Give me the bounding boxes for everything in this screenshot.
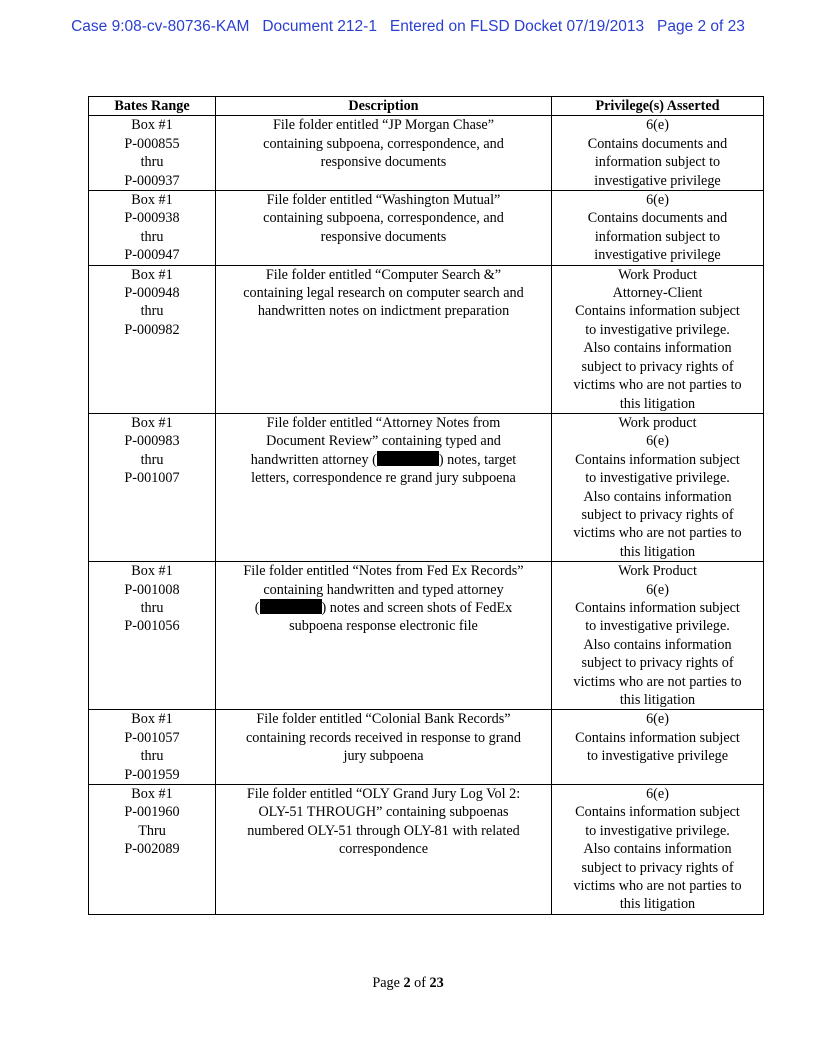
- description-line: correspondence: [338, 841, 429, 858]
- table-row: [89, 413, 764, 561]
- privilege-line: this litigation: [619, 395, 696, 412]
- privilege-line: Work product: [618, 414, 697, 431]
- redaction-block: [377, 451, 439, 466]
- description-line: File folder entitled “Washington Mutual”: [266, 192, 501, 209]
- description-cell: [216, 413, 552, 561]
- description-line: jury subpoena: [343, 748, 424, 765]
- bates-range-cell: [89, 191, 216, 266]
- privilege-line: investigative privilege: [594, 247, 721, 264]
- privilege-line: victims who are not parties to: [573, 673, 742, 690]
- privilege-line: 6(e): [646, 786, 669, 803]
- bates-line: P-001960: [124, 804, 180, 821]
- privilege-cell: [552, 265, 764, 413]
- description-line: subpoena response electronic file: [289, 618, 478, 635]
- description-line: File folder entitled “JP Morgan Chase”: [272, 117, 495, 134]
- bates-range-cell: [89, 265, 216, 413]
- privilege-line: Also contains information: [583, 340, 732, 357]
- bates-line: P-002089: [124, 841, 180, 858]
- description-line: File folder entitled “OLY Grand Jury Log Vol 2:: [246, 786, 521, 803]
- privilege-line: Also contains information: [583, 488, 732, 505]
- docket-header: Case 9:08-cv-80736-KAM Document 212-1 Entered on FLSD Docket 07/19/2013 Page 2 of 23: [71, 18, 745, 35]
- privilege-line: to investigative privilege.: [585, 321, 730, 338]
- bates-line: Thru: [138, 822, 166, 839]
- privilege-line: Also contains information: [583, 636, 732, 653]
- bates-range-cell: [89, 413, 216, 561]
- table-row: [89, 710, 764, 785]
- privilege-line: 6(e): [646, 433, 669, 450]
- privilege-line: this litigation: [619, 896, 696, 913]
- privilege-line: subject to privacy rights of: [581, 655, 734, 672]
- bates-line: Box #1: [131, 117, 173, 134]
- privilege-line: this litigation: [619, 692, 696, 708]
- privilege-line: Contains information subject: [575, 303, 740, 320]
- bates-line: Box #1: [131, 563, 173, 580]
- privilege-line: investigative privilege: [594, 172, 721, 189]
- privilege-line: subject to privacy rights of: [581, 859, 734, 876]
- page-footer: [0, 975, 816, 992]
- privilege-line: 6(e): [646, 581, 669, 598]
- description-line: containing subpoena, correspondence, and: [263, 210, 504, 227]
- bates-line: Box #1: [131, 711, 173, 728]
- privilege-line: Contains information subject: [575, 804, 740, 821]
- bates-line: Box #1: [131, 266, 173, 283]
- description-cell: [216, 116, 552, 191]
- privilege-line: 6(e): [646, 711, 669, 728]
- bates-line: P-000983: [124, 433, 180, 450]
- description-cell: [216, 785, 552, 915]
- privilege-line: Contains information subject: [575, 451, 740, 468]
- description-line: responsive documents: [320, 154, 447, 171]
- column-header-privileges-asserted: Privilege(s) Asserted: [552, 97, 764, 116]
- table-row: [89, 116, 764, 191]
- bates-line: P-001008: [124, 581, 180, 598]
- description-line: handwritten notes on indictment preparation: [257, 303, 510, 320]
- description-line: File folder entitled “Attorney Notes from: [266, 414, 501, 431]
- privilege-cell: [552, 710, 764, 785]
- privilege-line: 6(e): [646, 192, 669, 209]
- description-line: numbered OLY-51 through OLY-81 with related: [247, 822, 520, 839]
- description-line: containing records received in response to grand: [246, 729, 521, 746]
- privilege-line: victims who are not parties to: [573, 878, 742, 895]
- redaction-block: [260, 599, 322, 614]
- bates-line: thru: [140, 748, 164, 765]
- description-line: containing legal research on computer search and: [243, 285, 524, 302]
- bates-line: thru: [140, 451, 164, 468]
- bates-range-cell: [89, 785, 216, 915]
- description-line: [219, 451, 548, 469]
- privilege-cell: [552, 785, 764, 915]
- privilege-log-table: [88, 96, 764, 915]
- bates-line: thru: [140, 228, 164, 245]
- description-text: (: [254, 599, 260, 616]
- privilege-line: Contains documents and: [587, 210, 728, 227]
- bates-line: P-000948: [124, 285, 180, 302]
- description-cell: [216, 265, 552, 413]
- bates-line: Box #1: [131, 786, 173, 803]
- bates-line: P-000855: [124, 135, 180, 152]
- privilege-line: Contains documents and: [587, 135, 728, 152]
- bates-range-cell: [89, 710, 216, 785]
- bates-line: P-001959: [124, 766, 180, 783]
- table-row: [89, 785, 764, 915]
- description-text: ) notes, target: [438, 451, 517, 468]
- table-row: [89, 562, 764, 710]
- description-line: [219, 599, 548, 617]
- bates-line: P-000937: [124, 172, 180, 189]
- description-text: ) notes and screen shots of FedEx: [321, 599, 513, 616]
- column-header-bates-range: Bates Range: [89, 97, 216, 116]
- privilege-line: Work Product: [618, 563, 697, 580]
- privilege-line: to investigative privilege.: [585, 822, 730, 839]
- description-line: Document Review” containing typed and: [266, 433, 501, 450]
- bates-line: thru: [140, 154, 164, 171]
- table-row: [89, 265, 764, 413]
- bates-line: P-000982: [124, 321, 180, 338]
- bates-range-cell: [89, 562, 216, 710]
- privilege-line: subject to privacy rights of: [581, 506, 734, 523]
- description-line: containing subpoena, correspondence, and: [263, 135, 504, 152]
- description-line: File folder entitled “Notes from Fed Ex Records”: [243, 563, 524, 580]
- bates-line: thru: [140, 599, 164, 616]
- privilege-line: Attorney-Client: [612, 285, 703, 302]
- bates-line: P-000938: [124, 210, 180, 227]
- privilege-cell: [552, 413, 764, 561]
- description-line: File folder entitled “Computer Search &”: [265, 266, 502, 283]
- description-text: handwritten attorney (: [250, 451, 377, 468]
- bates-range-cell: [89, 116, 216, 191]
- privilege-line: information subject to: [594, 154, 721, 171]
- bates-line: Box #1: [131, 414, 173, 431]
- footer-total-pages: 23: [429, 975, 444, 991]
- privilege-line: Contains information subject: [575, 729, 740, 746]
- privilege-line: Work Product: [618, 266, 697, 283]
- bates-line: Box #1: [131, 192, 173, 209]
- description-line: containing handwritten and typed attorney: [263, 581, 504, 598]
- bates-line: thru: [140, 303, 164, 320]
- bates-line: P-001056: [124, 618, 180, 635]
- privilege-line: Contains information subject: [575, 599, 740, 616]
- table-header-row: [89, 97, 764, 116]
- privilege-cell: [552, 191, 764, 266]
- privilege-line: information subject to: [594, 228, 721, 245]
- footer-prefix: Page: [372, 975, 404, 991]
- description-cell: [216, 191, 552, 266]
- privilege-line: to investigative privilege: [586, 748, 729, 765]
- bates-line: P-001057: [124, 729, 180, 746]
- bates-line: P-001007: [124, 470, 180, 487]
- description-cell: [216, 710, 552, 785]
- description-line: responsive documents: [320, 228, 447, 245]
- privilege-cell: [552, 116, 764, 191]
- privilege-line: this litigation: [619, 543, 696, 560]
- privilege-line: to investigative privilege.: [585, 470, 730, 487]
- table-row: [89, 191, 764, 266]
- privilege-line: to investigative privilege.: [585, 618, 730, 635]
- privilege-line: victims who are not parties to: [573, 525, 742, 542]
- description-line: File folder entitled “Colonial Bank Records”: [256, 711, 511, 728]
- column-header-description: Description: [216, 97, 552, 116]
- privilege-cell: [552, 562, 764, 710]
- privilege-line: victims who are not parties to: [573, 377, 742, 394]
- privilege-line: 6(e): [646, 117, 669, 134]
- privilege-line: Also contains information: [583, 841, 732, 858]
- footer-middle: of: [410, 975, 430, 991]
- footer-page-number: 2: [403, 975, 411, 991]
- description-cell: [216, 562, 552, 710]
- description-line: OLY-51 THROUGH” containing subpoenas: [258, 804, 509, 821]
- description-line: letters, correspondence re grand jury subpoena: [251, 470, 516, 487]
- bates-line: P-000947: [124, 247, 180, 264]
- privilege-line: subject to privacy rights of: [581, 358, 734, 375]
